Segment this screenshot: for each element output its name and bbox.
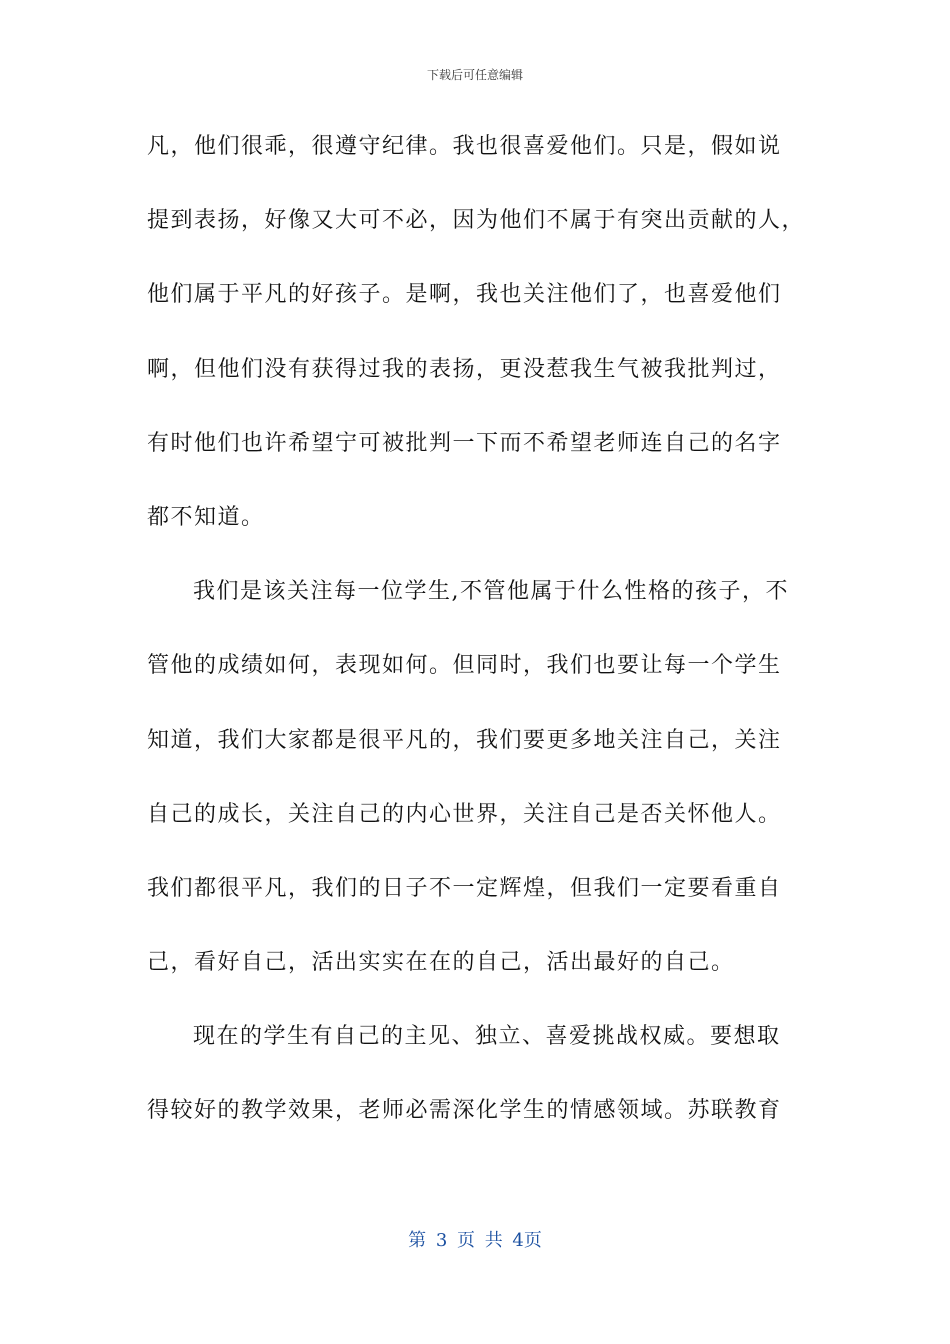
paragraph-start-line: 现在的学生有自己的主见、独立、喜爱挑战权威。要想取 [193, 1024, 781, 1050]
text-line: 他们属于平凡的好孩子。是啊，我也关注他们了，也喜爱他们 [147, 282, 782, 308]
text-line: 提到表扬，好像又大可不必，因为他们不属于有突出贡献的人， [147, 208, 806, 234]
paragraph-start-line: 我们是该关注每一位学生,不管他属于什么性格的孩子，不 [193, 579, 789, 605]
page-number-footer: 第 3 页 共 4页 [408, 1230, 542, 1251]
text-line: 知道，我们大家都是很平凡的，我们要更多地关注自己，关注 [147, 727, 782, 753]
header-note: 下载后可任意编辑 [426, 68, 523, 82]
text-line: 都不知道。 [147, 504, 265, 530]
text-line: 有时他们也许希望宁可被批判一下而不希望老师连自己的名字 [147, 430, 782, 456]
text-line: 管他的成绩如何，表现如何。但同时，我们也要让每一个学生 [147, 653, 782, 679]
text-line: 自己的成长，关注自己的内心世界，关注自己是否关怀他人。 [147, 801, 782, 827]
text-line: 得较好的教学效果，老师必需深化学生的情感领域。苏联教育 [147, 1098, 782, 1124]
text-line: 凡，他们很乖，很遵守纪律。我也很喜爱他们。只是，假如说 [147, 134, 782, 159]
text-line: 啊，但他们没有获得过我的表扬，更没惹我生气被我批判过， [147, 356, 782, 382]
text-line: 我们都很平凡，我们的日子不一定辉煌，但我们一定要看重自 [147, 875, 782, 901]
document-body [147, 127, 807, 1166]
text-line: 己，看好自己，活出实实在在的自己，活出最好的自己。 [147, 950, 735, 976]
